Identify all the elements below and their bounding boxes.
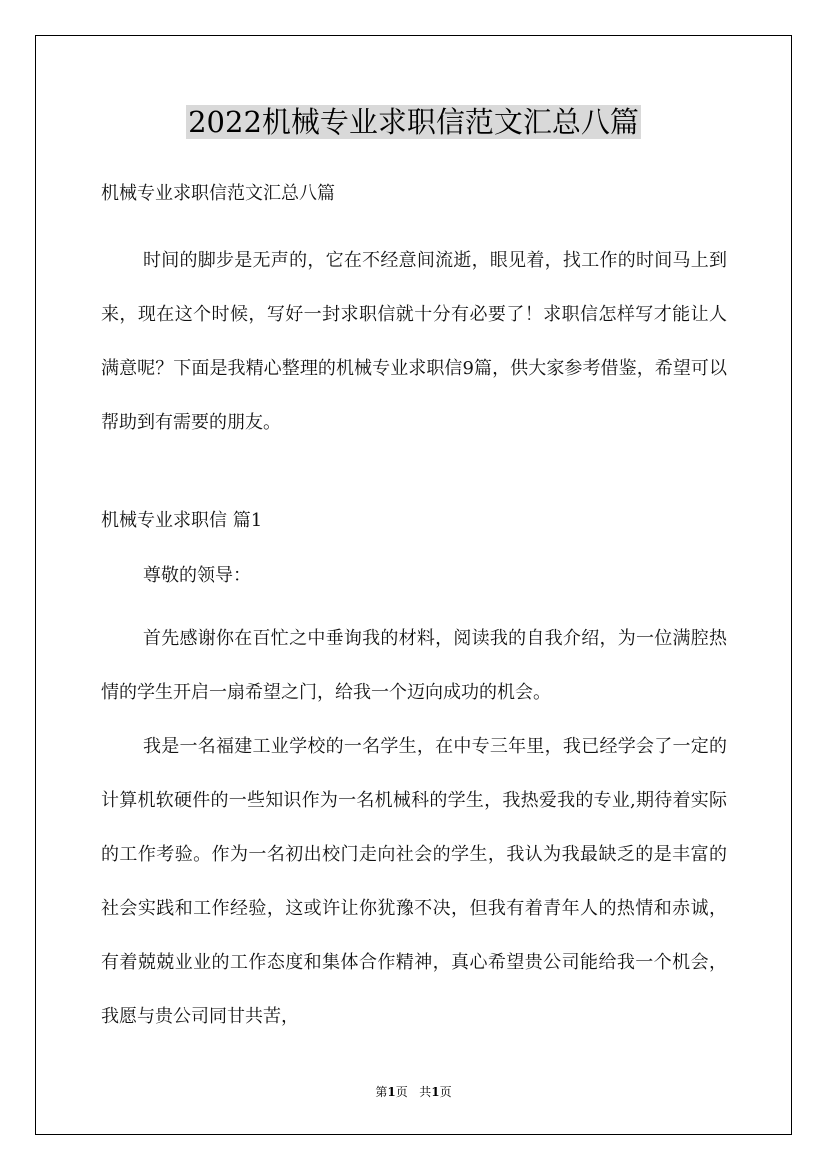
paragraph-2: 首先感谢你在百忙之中垂询我的材料，阅读我的自我介绍，为一位满腔热情的学生开启一扇希望之门，给我一个迈向成功的机会。	[101, 628, 727, 703]
salutation: 尊敬的领导：	[143, 565, 251, 586]
section-heading: 机械专业求职信 篇1	[101, 510, 263, 531]
footer-total-suffix: 页	[439, 1085, 452, 1099]
page-footer	[0, 1083, 827, 1100]
footer-page-suffix: 页	[395, 1085, 408, 1099]
document-subtitle: 机械专业求职信范文汇总八篇	[101, 183, 335, 204]
paragraph-3: 我是一名福建工业学校的一名学生，在中专三年里，我已经学会了一定的计算机软硬件的一些知识作为一名机械科的学生，我热爱我的专业,期待着实际的工作考验。作为一名初出校门走向社会的学生，我认为我最缺乏的是丰富的社会实践和工作经验，这或许让你犹豫不决，但我有着青年人的热情和赤诚，有着兢兢业业的工作态度和集体合作精神，真心希望贵公司能给我一个机会，我愿与贵公司同甘共苦，	[101, 736, 727, 1027]
footer-page-number: 1	[387, 1085, 396, 1099]
footer-total-number: 1	[431, 1085, 440, 1099]
intro-paragraph: 时间的脚步是无声的，它在不经意间流逝，眼见着，找工作的时间马上到来，现在这个时候，写好一封求职信就十分有必要了！求职信怎样写才能让人满意呢？下面是我精心整理的机械专业求职信9篇，供大家参考借鉴，希望可以帮助到有需要的朋友。	[101, 250, 727, 433]
document-title-text: 2022机械专业求职信范文汇总八篇	[188, 105, 639, 139]
footer-total-prefix: 共	[419, 1085, 432, 1099]
document-title	[0, 103, 827, 141]
footer-page-prefix: 第	[375, 1085, 388, 1099]
